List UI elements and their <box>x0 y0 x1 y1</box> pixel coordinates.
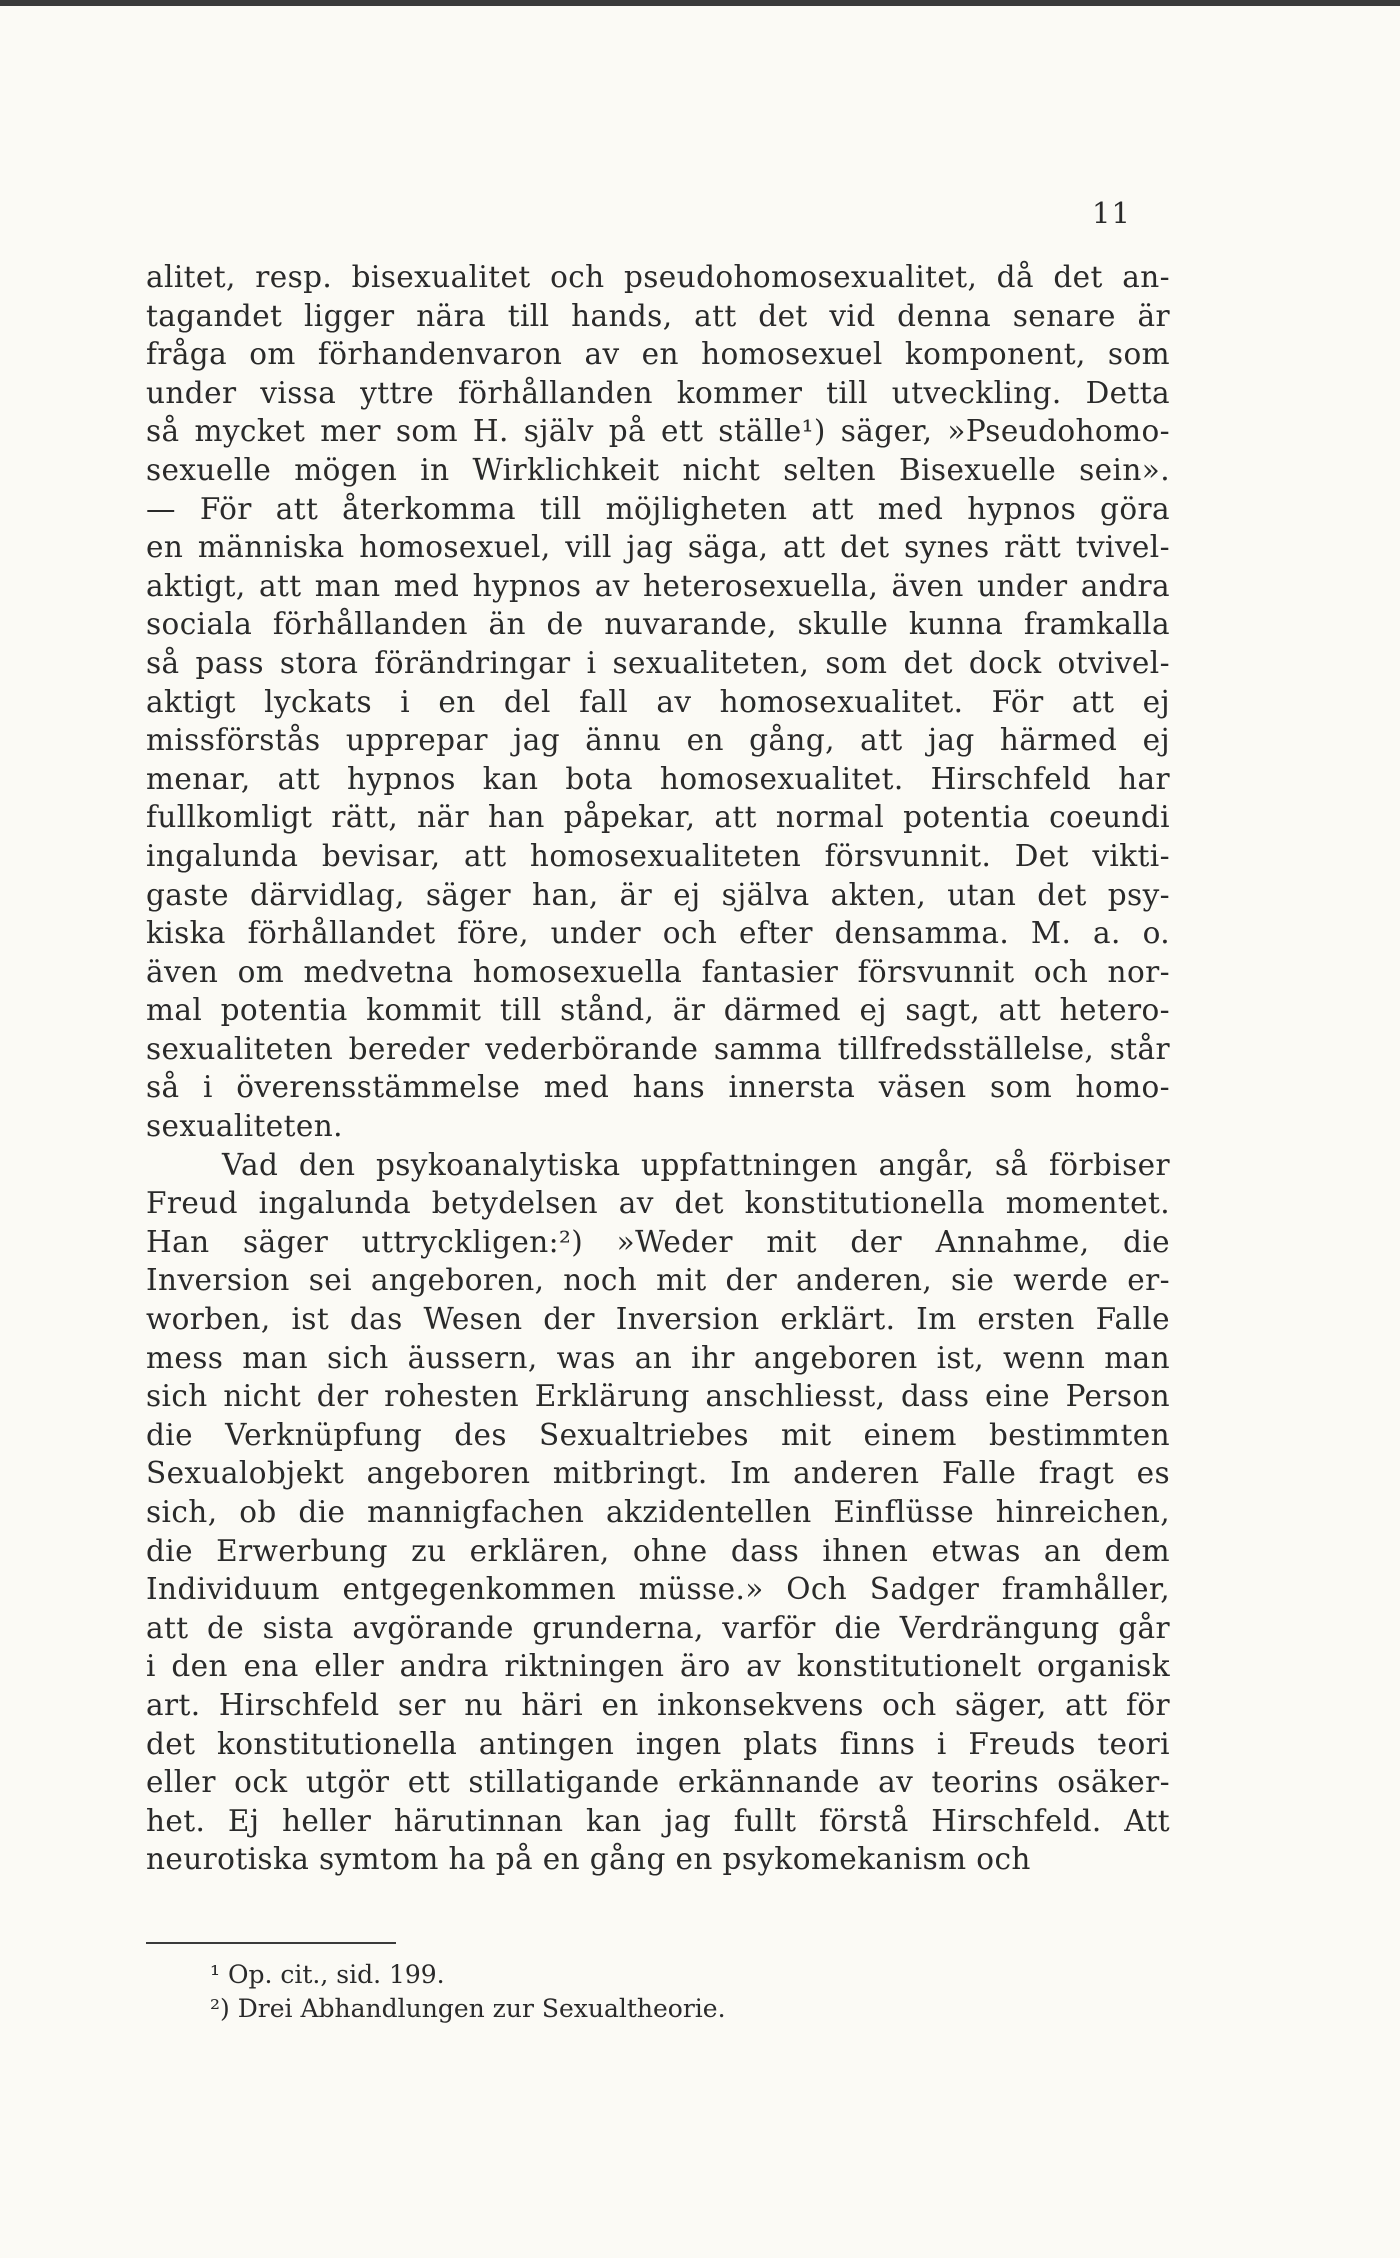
text-line: så i överensstämmelse med hans innersta väsen som homo- <box>146 1070 1170 1105</box>
text-line: i den ena eller andra riktningen äro av konstitutionelt organisk <box>146 1649 1170 1684</box>
text-line: die Verknüpfung des Sexualtriebes mit einem bestimmten <box>146 1417 1170 1452</box>
text-line: så mycket mer som H. själv på ett ställe¹) säger, »Pseudohomo- <box>146 414 1170 449</box>
text-line: sich nicht der rohesten Erklärung anschliesst, dass eine Person <box>146 1379 1170 1414</box>
text-line: menar, att hypnos kan bota homosexualitet. Hirschfeld har <box>146 761 1170 796</box>
text-line: en människa homosexuel, vill jag säga, att det synes rätt tvivel- <box>146 530 1170 565</box>
text-line: alitet, resp. bisexualitet och pseudohomosexualitet, då det an- <box>146 260 1170 294</box>
text-line: Sexualobjekt angeboren mitbringt. Im anderen Falle fragt es <box>146 1456 1170 1491</box>
text-line: mess man sich äussern, was an ihr angeboren ist, wenn man <box>146 1340 1170 1375</box>
text-line: missförstås upprepar jag ännu en gång, att jag härmed ej <box>146 723 1170 758</box>
footnotes <box>210 1958 910 2026</box>
text-line: tagandet ligger nära till hands, att det vid denna senare är <box>146 298 1170 333</box>
text-line: aktigt lyckats i en del fall av homosexualitet. För att ej <box>146 684 1170 719</box>
text-line: fråga om förhandenvaron av en homosexuel komponent, som <box>146 337 1170 372</box>
text-line: worben, ist das Wesen der Inversion erklärt. Im ersten Falle <box>146 1302 1170 1337</box>
page-number: 11 <box>1092 196 1131 230</box>
text-line: aktigt, att man med hypnos av heterosexuella, även under andra <box>146 568 1170 603</box>
text-line: sich, ob die mannigfachen akzidentellen Einflüsse hinreichen, <box>146 1495 1170 1529</box>
text-line: neurotiska symtom ha på en gång en psykomekanism och <box>146 1842 1031 1877</box>
text-line: kiska förhållandet före, under och efter densamma. M. a. o. <box>146 916 1170 951</box>
text-line: Inversion sei angeboren, noch mit der anderen, sie werde er- <box>146 1263 1170 1298</box>
text-line: art. Hirschfeld ser nu häri en inkonsekvens och säger, att för <box>146 1687 1170 1722</box>
body-text <box>146 258 1170 1879</box>
text-line: så pass stora förändringar i sexualiteten, som det dock otvivel- <box>146 645 1170 680</box>
text-line: eller ock utgör ett stillatigande erkännande av teorins osäker- <box>146 1765 1170 1800</box>
text-line: Individuum entgegenkommen müsse.» Och Sadger framhåller, <box>146 1572 1170 1607</box>
footnote: ²) Drei Abhandlungen zur Sexualtheorie. <box>210 1994 726 2023</box>
paragraph <box>146 1146 1170 1879</box>
text-line: gaste därvidlag, säger han, är ej själva akten, utan det psy- <box>146 877 1170 912</box>
text-line: die Erwerbung zu erklären, ohne dass ihnen etwas an dem <box>146 1533 1170 1568</box>
text-line: Freud ingalunda betydelsen av det konstitutionella momentet. <box>146 1186 1170 1221</box>
text-line: även om medvetna homosexuella fantasier försvunnit och nor- <box>146 954 1170 989</box>
text-line: sexuelle mögen in Wirklichkeit nicht selten Bisexuelle sein». <box>146 452 1170 487</box>
footnote-separator <box>146 1942 396 1944</box>
text-line: sociala förhållanden än de nuvarande, skulle kunna framkalla <box>146 607 1170 642</box>
text-line: under vissa yttre förhållanden kommer till utveckling. Detta <box>146 375 1170 410</box>
text-line: Vad den psykoanalytiska uppfattningen angår, så förbiser <box>222 1147 1170 1182</box>
top-border-rule <box>0 0 1400 6</box>
text-line: ingalunda bevisar, att homosexualiteten försvunnit. Det vikti- <box>146 838 1170 873</box>
text-line: det konstitutionella antingen ingen plats finns i Freuds teori <box>146 1726 1170 1761</box>
text-line: — För att återkomma till möjligheten att med hypnos göra <box>146 491 1170 526</box>
text-line: sexualiteten bereder vederbörande samma tillfredsställelse, står <box>146 1031 1170 1066</box>
text-line: mal potentia kommit till stånd, är därmed ej sagt, att hetero- <box>146 993 1170 1028</box>
text-line: Han säger uttryckligen:²) »Weder mit der Annahme, die <box>146 1224 1170 1259</box>
footnote: ¹ Op. cit., sid. 199. <box>210 1960 445 1989</box>
text-line: fullkomligt rätt, när han påpekar, att normal potentia coeundi <box>146 800 1170 835</box>
text-line: het. Ej heller härutinnan kan jag fullt förstå Hirschfeld. Att <box>146 1803 1170 1838</box>
text-line: att de sista avgörande grunderna, varför die Verdrängung går <box>146 1610 1170 1645</box>
paragraph <box>146 258 1170 1146</box>
text-line: sexualiteten. <box>146 1109 343 1144</box>
